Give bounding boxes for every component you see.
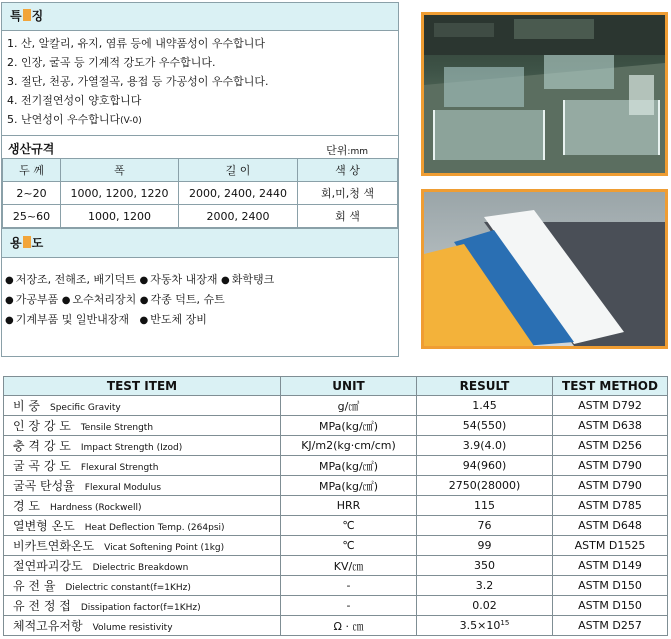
bullet-icon: ● xyxy=(220,275,230,286)
test-row xyxy=(4,456,668,476)
test-item-en: Vicat Softening Point (1kg) xyxy=(104,543,225,553)
test-result-value: 3.5×10 xyxy=(459,619,501,632)
usage-item: 화학탱크 xyxy=(231,273,275,286)
spec-header-cell: 길 이 xyxy=(179,159,298,182)
spec-unit-label: 단위 xyxy=(326,144,348,157)
usage-item: 기계부품 및 일반내장재 xyxy=(15,313,129,326)
test-result-cell xyxy=(417,576,553,596)
spec-title-row xyxy=(2,135,398,158)
test-item-cell xyxy=(4,576,281,596)
test-unit-value: ℃ xyxy=(342,539,355,552)
usage-item: 반도체 장비 xyxy=(150,313,207,326)
usage-item: 자동차 내장재 xyxy=(150,273,218,286)
usage-heading xyxy=(2,228,398,258)
test-unit-value: MPa(kg/㎠) xyxy=(318,479,378,493)
test-item-ko: 경 도 xyxy=(13,499,40,513)
usage-item: 가공부품 xyxy=(15,293,59,306)
test-result-value: 1.45 xyxy=(472,399,497,412)
test-table-body xyxy=(4,396,668,636)
test-method-cell xyxy=(553,596,668,616)
test-method-value: ASTM D256 xyxy=(578,439,642,452)
test-item-cell xyxy=(4,536,281,556)
test-item-cell xyxy=(4,596,281,616)
feature-note: (V-0) xyxy=(120,116,142,126)
feature-item xyxy=(7,72,398,91)
features-list xyxy=(2,31,398,129)
test-item-en: Dielectric Breakdown xyxy=(92,563,189,573)
feature-text: 3. 절단, 천공, 가열절곡, 용접 등 가공성이 우수합니다. xyxy=(7,75,269,88)
test-unit-value: ℃ xyxy=(342,519,355,532)
test-item-ko: 유 전 정 접 xyxy=(13,599,71,613)
test-item-cell xyxy=(4,496,281,516)
features-title-pre: 특 xyxy=(10,9,22,23)
test-item-ko: 굴 곡 강 도 xyxy=(13,459,71,473)
spec-header-cell: 두 께 xyxy=(3,159,61,182)
test-unit-value: MPa(kg/㎠) xyxy=(318,459,378,473)
test-unit-cell xyxy=(281,616,417,636)
info-box xyxy=(1,2,399,357)
test-result-cell xyxy=(417,496,553,516)
test-result-cell xyxy=(417,456,553,476)
test-method-cell xyxy=(553,396,668,416)
test-row xyxy=(4,516,668,536)
feature-item xyxy=(7,110,398,129)
test-result-cell xyxy=(417,556,553,576)
spec-cell: 회,미,청 색 xyxy=(298,182,398,205)
usage-line xyxy=(5,310,398,330)
usage-title-pre: 용 xyxy=(10,236,22,250)
test-unit-value: - xyxy=(346,579,351,592)
bullet-icon: ● xyxy=(61,295,71,306)
feature-item xyxy=(7,91,398,110)
test-item-ko: 인 장 강 도 xyxy=(13,419,71,433)
test-unit-value: Ω · ㎝ xyxy=(333,619,364,633)
usage-list xyxy=(2,258,398,330)
test-item-ko: 비 중 xyxy=(13,399,40,413)
usage-line xyxy=(5,290,398,310)
spec-cell: 1000, 1200 xyxy=(61,205,179,228)
test-item-cell xyxy=(4,516,281,536)
test-row xyxy=(4,496,668,516)
test-item-en: Dissipation factor(f=1KHz) xyxy=(80,603,201,613)
test-unit-cell xyxy=(281,556,417,576)
test-result-cell xyxy=(417,596,553,616)
test-unit-cell xyxy=(281,456,417,476)
test-row xyxy=(4,436,668,456)
test-row xyxy=(4,576,668,596)
test-unit-value: KV/㎝ xyxy=(333,559,364,573)
test-item-en: Impact Strength (Izod) xyxy=(80,443,183,453)
spec-cell: 1000, 1200, 1220 xyxy=(61,182,179,205)
test-row xyxy=(4,476,668,496)
test-unit-value: KJ/m2(kg·cm/cm) xyxy=(301,439,396,452)
test-item-cell xyxy=(4,436,281,456)
test-method-cell xyxy=(553,436,668,456)
test-result-cell xyxy=(417,436,553,456)
test-method-value: ASTM D150 xyxy=(578,579,642,592)
test-item-cell xyxy=(4,616,281,636)
test-header-cell: RESULT xyxy=(417,377,553,396)
test-result-cell xyxy=(417,516,553,536)
spec-unit-value: :mm xyxy=(347,147,368,157)
test-item-en: Dielectric constant(f=1KHz) xyxy=(65,583,191,593)
test-method-value: ASTM D792 xyxy=(578,399,642,412)
test-table xyxy=(3,376,668,636)
test-result-cell xyxy=(417,396,553,416)
test-row xyxy=(4,596,668,616)
feature-text: 4. 전기절연성이 양호합니다 xyxy=(7,94,142,107)
usage-title-post: 도 xyxy=(31,236,44,250)
test-unit-cell xyxy=(281,596,417,616)
test-item-en: Hardness (Rockwell) xyxy=(50,503,142,513)
test-method-cell xyxy=(553,476,668,496)
test-method-value: ASTM D790 xyxy=(578,459,642,472)
test-method-value: ASTM D638 xyxy=(578,419,642,432)
factory-illustration xyxy=(424,15,665,173)
usage-item: 각종 덕트, 슈트 xyxy=(150,293,225,306)
test-unit-cell xyxy=(281,476,417,496)
spec-header-cell: 폭 xyxy=(61,159,179,182)
test-row xyxy=(4,416,668,436)
usage-line xyxy=(5,270,398,290)
bullet-icon: ● xyxy=(5,295,14,306)
spec-table xyxy=(2,158,398,228)
feature-text: 1. 산, 알칼리, 유지, 염류 등에 내약품성이 우수합니다 xyxy=(7,37,265,50)
test-header-cell: UNIT xyxy=(281,377,417,396)
test-method-value: ASTM D648 xyxy=(578,519,642,532)
test-row xyxy=(4,616,668,636)
spec-row xyxy=(3,205,398,228)
bullet-icon: ● xyxy=(139,315,149,326)
test-result-cell xyxy=(417,476,553,496)
test-item-ko: 유 전 율 xyxy=(13,579,56,593)
title-mark-icon xyxy=(23,236,31,248)
test-result-value: 2750(28000) xyxy=(448,479,521,492)
test-result-cell xyxy=(417,536,553,556)
spec-cell: 2000, 2400 xyxy=(179,205,298,228)
test-item-ko: 체적고유저항 xyxy=(13,619,83,633)
feature-item xyxy=(7,53,398,72)
test-result-value: 76 xyxy=(477,519,492,532)
test-item-ko: 굴곡 탄성율 xyxy=(13,479,75,493)
spec-cell: 2000, 2400, 2440 xyxy=(179,182,298,205)
test-result-cell xyxy=(417,616,553,636)
spec-title: 생산규격 xyxy=(8,142,55,156)
test-row xyxy=(4,396,668,416)
feature-text: 5. 난연성이 우수합니다 xyxy=(7,113,121,126)
test-result-cell xyxy=(417,416,553,436)
test-method-value: ASTM D257 xyxy=(578,619,642,632)
test-item-ko: 충 격 강 도 xyxy=(13,439,71,453)
test-item-en: Flexural Strength xyxy=(80,463,159,473)
test-unit-cell xyxy=(281,416,417,436)
bullet-icon: ● xyxy=(139,295,149,306)
test-method-cell xyxy=(553,616,668,636)
features-heading xyxy=(2,3,398,31)
bullet-icon: ● xyxy=(139,275,149,286)
test-result-value: 3.2 xyxy=(475,579,494,592)
test-method-value: ASTM D149 xyxy=(578,559,642,572)
test-method-value: ASTM D1525 xyxy=(574,539,646,552)
spec-header-row xyxy=(3,159,398,182)
test-unit-cell xyxy=(281,396,417,416)
bullet-icon: ● xyxy=(5,275,14,286)
spec-row xyxy=(3,182,398,205)
test-result-value: 94(960) xyxy=(462,459,507,472)
pvc-sheets-photo xyxy=(421,189,668,349)
factory-photo xyxy=(421,12,668,176)
test-header-cell: TEST METHOD xyxy=(553,377,668,396)
usage-item: 저장조, 전해조, 배기덕트 xyxy=(15,273,136,286)
test-result-exponent: 15 xyxy=(500,619,510,627)
test-item-en: Tensile Strength xyxy=(80,423,154,433)
features-title-post: 징 xyxy=(31,9,44,23)
test-result-value: 99 xyxy=(477,539,492,552)
test-result-value: 54(550) xyxy=(462,419,507,432)
spec-header-cell: 색 상 xyxy=(298,159,398,182)
test-item-cell xyxy=(4,476,281,496)
test-unit-cell xyxy=(281,536,417,556)
test-item-cell xyxy=(4,456,281,476)
feature-text: 2. 인장, 굴곡 등 기계적 강도가 우수합니다. xyxy=(7,56,216,69)
test-unit-value: HRR xyxy=(336,499,361,512)
test-method-value: ASTM D150 xyxy=(578,599,642,612)
test-item-en: Specific Gravity xyxy=(50,403,121,413)
test-item-cell xyxy=(4,556,281,576)
test-method-value: ASTM D785 xyxy=(578,499,642,512)
test-row xyxy=(4,556,668,576)
usage-item: 오수처리장치 xyxy=(72,293,137,306)
test-item-en: Heat Deflection Temp. (264psi) xyxy=(84,523,225,533)
spec-cell: 2~20 xyxy=(3,182,61,205)
test-unit-value: g/㎤ xyxy=(337,399,360,413)
test-unit-cell xyxy=(281,516,417,536)
test-result-value: 3.9(4.0) xyxy=(462,439,507,452)
test-result-value: 350 xyxy=(474,559,495,572)
feature-item xyxy=(7,34,398,53)
spec-cell: 회 색 xyxy=(298,205,398,228)
test-method-cell xyxy=(553,416,668,436)
test-header-cell: TEST ITEM xyxy=(4,377,281,396)
test-item-cell xyxy=(4,396,281,416)
test-unit-value: MPa(kg/㎠) xyxy=(318,419,378,433)
test-method-cell xyxy=(553,456,668,476)
test-item-ko: 비카트연화온도 xyxy=(13,539,95,553)
test-item-ko: 열변형 온도 xyxy=(13,519,75,533)
test-unit-value: - xyxy=(346,599,351,612)
test-row xyxy=(4,536,668,556)
test-method-cell xyxy=(553,516,668,536)
test-method-cell xyxy=(553,496,668,516)
title-mark-icon xyxy=(23,9,31,21)
test-item-ko: 절연파괴강도 xyxy=(13,559,83,573)
test-result-value: 0.02 xyxy=(472,599,497,612)
test-item-en: Flexural Modulus xyxy=(84,483,162,493)
test-method-value: ASTM D790 xyxy=(578,479,642,492)
test-method-cell xyxy=(553,536,668,556)
test-result-value: 115 xyxy=(474,499,495,512)
sheets-illustration xyxy=(424,192,665,346)
test-item-cell xyxy=(4,416,281,436)
spec-cell: 25~60 xyxy=(3,205,61,228)
test-unit-cell xyxy=(281,436,417,456)
test-unit-cell xyxy=(281,576,417,596)
test-header-row xyxy=(4,377,668,396)
test-method-cell xyxy=(553,576,668,596)
spec-unit xyxy=(326,142,368,158)
test-method-cell xyxy=(553,556,668,576)
test-unit-cell xyxy=(281,496,417,516)
test-item-en: Volume resistivity xyxy=(92,623,173,633)
bullet-icon: ● xyxy=(5,315,14,326)
